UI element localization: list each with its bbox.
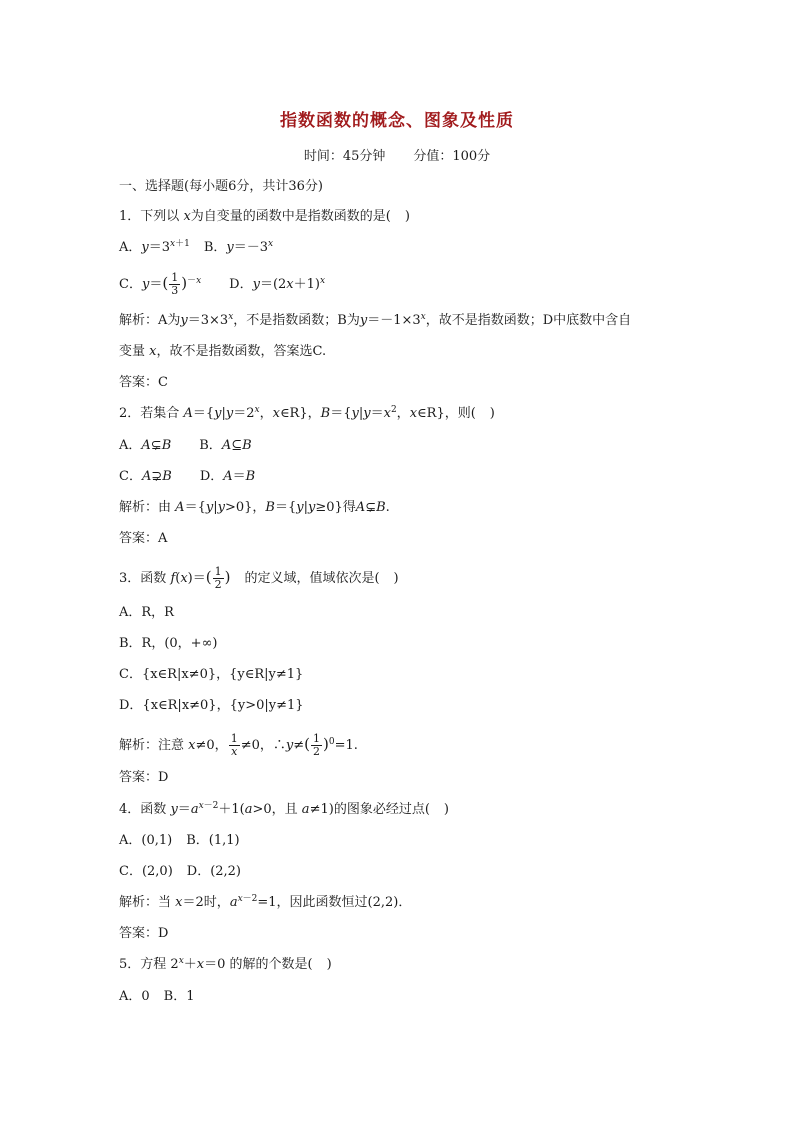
q1-analysis: 解析：A为$y=3\times 3^x$，不是指数函数；B为$y=-1\times 3^x$，故不是指数函数；D中底数中含自: [119, 312, 632, 328]
q1-answer: 答案：C: [119, 375, 168, 390]
q1-stem: 1．下列以 x为自变量的函数中是指数函数的是( ): [119, 209, 410, 224]
q3-analysis: 解析：注意 x≠0， $\frac{1}{x}$ ≠0，∴y≠( $\frac{1}{2}$ )$^0$=1.: [119, 732, 358, 758]
q5-stem: 5．方程 $2^x+x=0$ 的解的个数是( ): [119, 956, 332, 972]
q2-answer: 答案：A: [119, 531, 168, 546]
document-title: 指数函数的概念、图象及性质: [280, 111, 514, 131]
q2-analysis: 解析：由 A＝{y|y>0}，B＝{y|y≥0}得A⊊B.: [119, 500, 390, 515]
exam-meta: [0, 145, 794, 164]
q3-option-b: B．R，(0，+∞): [119, 636, 218, 651]
q3-answer: 答案：D: [119, 770, 169, 785]
q4-options-cd: C．(2,0) D．(2,2): [119, 864, 242, 879]
q3-stem: 3．函数 f(x)＝( $\frac{1}{2}$ ) 的定义域，值域依次是( ): [119, 565, 399, 591]
q4-options-ab: A．(0,1) B．(1,1): [119, 833, 240, 848]
q1-analysis-cont: 变量 x，故不是指数函数，答案选C.: [119, 344, 327, 359]
q3-option-c: C．{x∈R|x≠0}，{y∈R|y≠1}: [119, 667, 304, 682]
q4-analysis: 解析：当 x＝2时，$a^{x-2}=1$，因此函数恒过(2,2)．: [119, 894, 412, 910]
q1-options-ab: A．$y=3^{x+1}$ B．$y=-3^x$: [119, 239, 274, 255]
q2-options-ab: A．A⊊B B．A⊆B: [119, 438, 252, 453]
q3-option-d: D．{x∈R|x≠0}，{y>0|y≠1}: [119, 698, 304, 713]
q5-options-ab: A．0 B．1: [119, 989, 195, 1004]
total-score: 分值：100分: [413, 149, 491, 164]
time-limit: 时间：45分钟: [303, 149, 386, 164]
q1-options-cd: C．y＝( $\frac{1}{3}$ )$^{-x}$ D．$y=(2x+1)^x$: [119, 271, 326, 297]
q2-options-cd: C．A⊋B D．A＝B: [119, 469, 256, 484]
q4-stem: 4．函数 $y=a^{x-2}+1(a>0$，且 a≠1)的图象必经过点( ): [119, 801, 449, 817]
section-heading: 一、选择题(每小题6分，共计36分): [119, 179, 323, 194]
q2-stem: 2．若集合 $A=\{y|y=2^x$，x∈R}，$B=\{y|y=x^2$，x∈R}，则( ): [119, 405, 495, 421]
q3-option-a: A．R，R: [119, 605, 174, 620]
q4-answer: 答案：D: [119, 926, 169, 941]
